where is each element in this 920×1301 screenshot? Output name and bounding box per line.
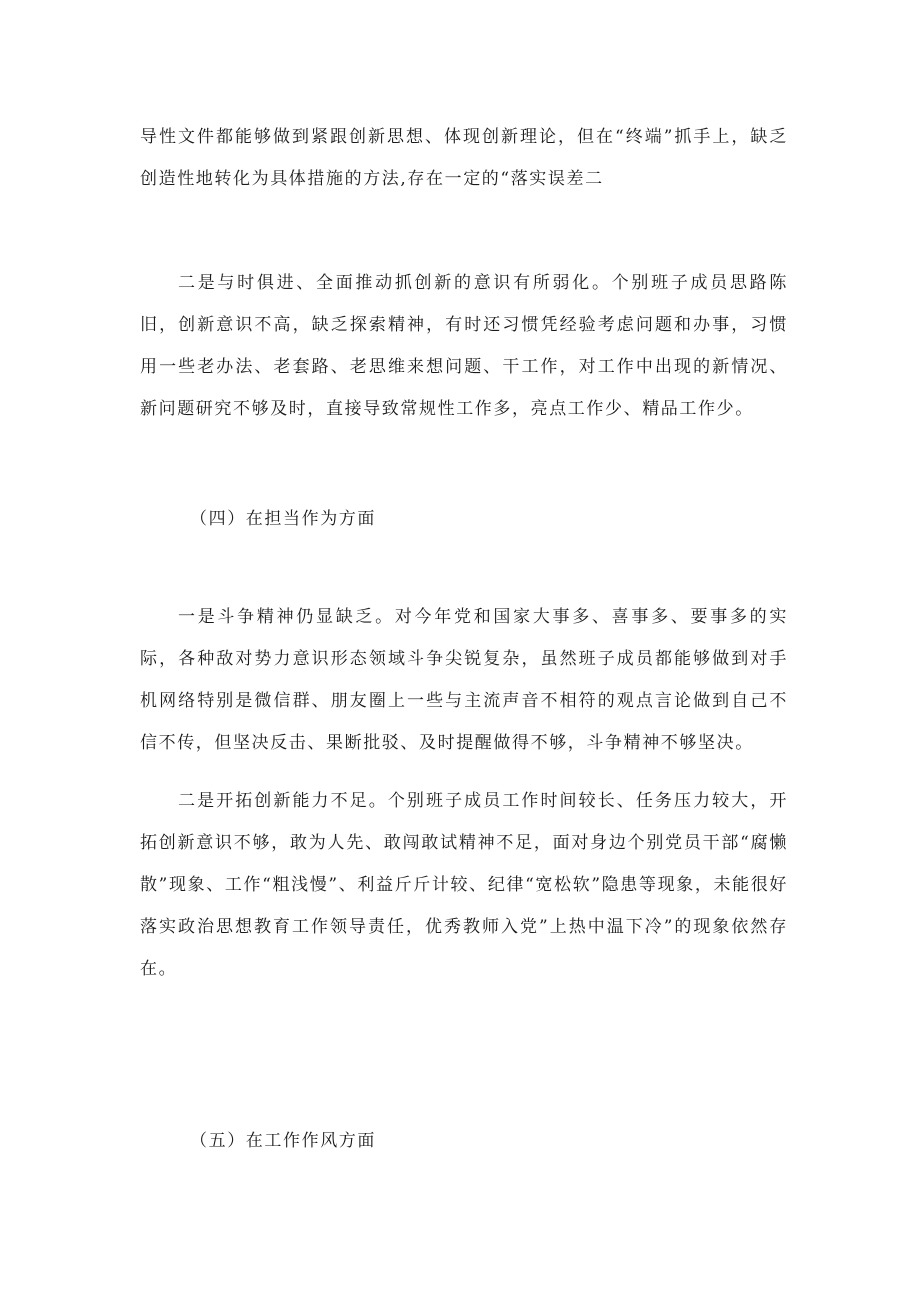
section-heading-4: （四）在担当作为方面 [190, 509, 376, 529]
paragraph-innovation-awareness: 二是与时俱进、全面推动抓创新的意识有所弱化。个别班子成员思路陈旧，创新意识不高，缺乏探索精神，有时还习惯凭经验考虑问题和办事，习惯用一些老办法、老套路、老思维来想问题、干工作，对工作中出现的新情况、新问题研究不够及时，直接导致常规性工作多，亮点工作少、精品工作少。 [140, 273, 788, 419]
paragraph-struggle-spirit: 一是斗争精神仍显缺乏。对今年党和国家大事多、喜事多、要事多的实际，各种敌对势力意识形态领域斗争尖锐复杂，虽然班子成员都能够做到对手机网络特别是微信群、朋友圈上一些与主流声音不相符的观点言论做到自己不信不传，但坚决反击、果断批驳、及时提醒做得不够，斗争精神不够坚决。 [140, 607, 788, 753]
paragraph-pioneering-ability: 二是开拓创新能力不足。个别班子成员工作时间较长、任务压力较大，开拓创新意识不够，敢为人先、敢闯敢试精神不足，面对身边个别党员干部“腐懒散”现象、工作“粗浅慢”、利益斤斤计较、纪律“宽松软”隐患等现象，未能很好落实政治思想教育工作领导责任，优秀教师入党”上热中温下冷”的现象依然存在。 [140, 791, 788, 979]
paragraph-continuation: 导性文件都能够做到紧跟创新思想、体现创新理论，但在“终端”抓手上，缺乏创造性地转化为具体措施的方法,存在一定的“落实误差二 [140, 127, 788, 189]
section-heading-5: （五）在工作作风方面 [190, 1131, 376, 1151]
